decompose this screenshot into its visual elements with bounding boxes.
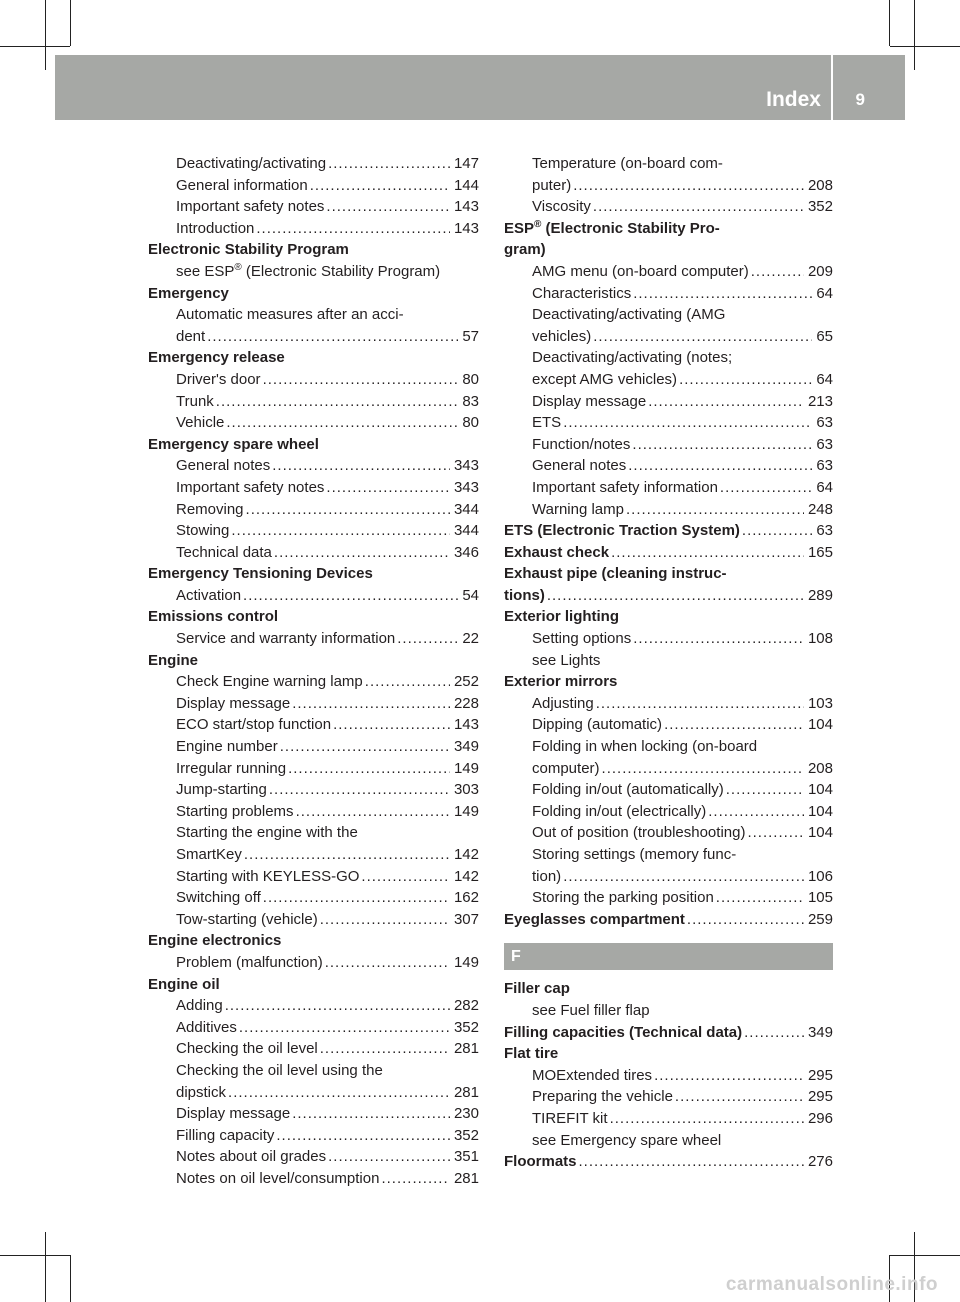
index-entry-main[interactable]: ETS (Electronic Traction System) ..... 63	[504, 520, 833, 542]
index-entry[interactable]: Notes on oil level/consumption ..... 281	[148, 1168, 479, 1190]
index-entry[interactable]: Notes about oil grades ..... 351	[148, 1146, 479, 1168]
index-entry-line[interactable]: Deactivating/activating (notes;	[532, 349, 733, 367]
index-entry[interactable]: Adding ..... 282	[148, 995, 479, 1017]
index-entry[interactable]: Stowing ..... 344	[148, 520, 479, 542]
index-entry[interactable]: Switching off ..... 162	[148, 887, 479, 909]
index-entry-line[interactable]: Checking the oil level using the	[176, 1061, 383, 1079]
index-entry[interactable]: Trunk ..... 83	[148, 391, 479, 413]
index-entry-line[interactable]: Starting the engine with the	[176, 824, 358, 842]
index-entry[interactable]: Starting with KEYLESS-GO ..... 142	[148, 866, 479, 888]
index-entry[interactable]: except AMG vehicles) ..... 64	[504, 369, 833, 391]
crop-mark	[890, 1255, 960, 1256]
index-entry[interactable]: Function/notes ..... 63	[504, 434, 833, 456]
index-entry[interactable]: Additives ..... 352	[148, 1017, 479, 1039]
crop-mark	[45, 1232, 46, 1302]
index-entry[interactable]: Display message ..... 213	[504, 391, 833, 413]
index-entry[interactable]: General information ..... 144	[148, 175, 479, 197]
index-heading: Engine oil	[148, 975, 220, 993]
index-entry[interactable]: Irregular running ..... 149	[148, 758, 479, 780]
index-entry[interactable]: AMG menu (on-board computer) ..... 209	[504, 261, 833, 283]
index-entry[interactable]: Activation ..... 54	[148, 585, 479, 607]
index-heading: Filler cap	[504, 980, 570, 998]
section-letter-bar: F	[504, 943, 833, 970]
index-entry[interactable]: Display message ..... 228	[148, 693, 479, 715]
index-entry[interactable]: Warning lamp ..... 248	[504, 499, 833, 521]
header-divider	[831, 55, 833, 120]
index-see-reference[interactable]: see Emergency spare wheel	[532, 1131, 722, 1149]
crop-mark	[45, 0, 46, 70]
index-heading: Emergency	[148, 284, 229, 302]
index-entry[interactable]: Storing the parking position ..... 105	[504, 887, 833, 909]
index-entry[interactable]: Folding in/out (automatically) ..... 104	[504, 779, 833, 801]
index-entry[interactable]: Tow-starting (vehicle) ..... 307	[148, 909, 479, 931]
index-entry-line[interactable]: Automatic measures after an acci-	[176, 306, 404, 324]
index-entry[interactable]: Jump-starting ..... 303	[148, 779, 479, 801]
index-entry-main[interactable]: Eyeglasses compartment ..... 259	[504, 909, 833, 931]
index-entry-main[interactable]: Floormats ..... 276	[504, 1151, 833, 1173]
index-entry[interactable]: SmartKey ..... 142	[148, 844, 479, 866]
index-heading-line: gram)	[504, 241, 546, 259]
index-see-reference[interactable]: see Lights	[532, 651, 601, 669]
index-entry[interactable]: Starting problems ..... 149	[148, 801, 479, 823]
index-entry[interactable]: Preparing the vehicle ..... 295	[504, 1086, 833, 1108]
crop-mark	[0, 46, 70, 47]
index-column-right	[504, 153, 833, 1173]
index-heading: Exhaust pipe (cleaning instruc-	[504, 565, 727, 583]
index-entry-main[interactable]: Filling capacities (Technical data) ..... 349	[504, 1022, 833, 1044]
index-entry[interactable]: Important safety notes ..... 143	[148, 196, 479, 218]
index-entry-main[interactable]: Exhaust check ..... 165	[504, 542, 833, 564]
crop-mark	[70, 1255, 71, 1302]
page-title: Index	[766, 88, 821, 111]
index-entry[interactable]: dipstick ..... 281	[148, 1082, 479, 1104]
page-header	[55, 55, 905, 120]
crop-mark	[889, 0, 890, 46]
index-entry[interactable]: TIREFIT kit ..... 296	[504, 1108, 833, 1130]
index-column-left	[148, 153, 479, 1190]
watermark: carmanualsonline.info	[725, 1274, 938, 1295]
index-entry[interactable]: Important safety notes ..... 343	[148, 477, 479, 499]
index-entry[interactable]: Problem (malfunction) ..... 149	[148, 952, 479, 974]
index-entry-line[interactable]: Temperature (on-board com-	[532, 155, 723, 172]
index-heading: Exterior lighting	[504, 608, 620, 626]
index-entry[interactable]: Vehicle ..... 80	[148, 412, 479, 434]
index-heading: Engine electronics	[148, 932, 282, 950]
crop-mark	[0, 1255, 70, 1256]
index-entry[interactable]: dent ..... 57	[148, 326, 479, 348]
index-heading: Emergency spare wheel	[148, 435, 319, 453]
index-entry[interactable]: Setting options ..... 108	[504, 628, 833, 650]
index-entry[interactable]: vehicles) ..... 65	[504, 326, 833, 348]
index-entry-line[interactable]: Storing settings (memory func-	[532, 846, 737, 863]
index-entry-line[interactable]: Deactivating/activating (AMG	[532, 306, 726, 324]
index-entry[interactable]: Introduction ..... 143	[148, 218, 479, 240]
index-entry[interactable]: Service and warranty information ..... 22	[148, 628, 479, 650]
index-see-reference[interactable]: see ESP® (Electronic Stability Program)	[176, 261, 441, 280]
index-entry[interactable]: puter) ..... 208	[504, 175, 833, 197]
index-entry[interactable]: tion) ..... 106	[504, 866, 833, 888]
index-entry[interactable]: General notes ..... 63	[504, 455, 833, 477]
index-heading: Emergency release	[148, 349, 285, 367]
index-entry[interactable]: General notes ..... 343	[148, 455, 479, 477]
crop-mark	[70, 0, 71, 46]
crop-mark	[914, 0, 915, 70]
index-heading: Flat tire	[504, 1045, 559, 1063]
index-entry[interactable]: computer) ..... 208	[504, 758, 833, 780]
index-entry[interactable]: Important safety information ..... 64	[504, 477, 833, 499]
index-entry[interactable]: Engine number ..... 349	[148, 736, 479, 758]
index-entry[interactable]: Out of position (troubleshooting) ..... 104	[504, 822, 833, 844]
crop-mark	[890, 46, 960, 47]
index-entry[interactable]: Deactivating/activating ..... 147	[148, 153, 479, 175]
index-entry[interactable]: Viscosity ..... 352	[504, 196, 833, 218]
page-number: 9	[855, 90, 865, 109]
index-entry-line[interactable]: Folding in when locking (on-board	[532, 738, 758, 756]
index-entry[interactable]: ETS ..... 63	[504, 412, 833, 434]
index-heading: ESP® (Electronic Stability Pro-	[504, 218, 720, 237]
index-entry[interactable]: Dipping (automatic) ..... 104	[504, 714, 833, 736]
index-entry[interactable]: Removing ..... 344	[148, 499, 479, 521]
index-entry[interactable]: Technical data ..... 346	[148, 542, 479, 564]
index-heading: Exterior mirrors	[504, 673, 618, 691]
index-entry[interactable]: ECO start/stop function ..... 143	[148, 714, 479, 736]
index-see-reference[interactable]: see Fuel filler flap	[532, 1001, 650, 1019]
index-entry[interactable]: Driver's door ..... 80	[148, 369, 479, 391]
index-entry[interactable]: MOExtended tires ..... 295	[504, 1065, 833, 1087]
index-entry[interactable]: Adjusting ..... 103	[504, 693, 833, 715]
index-entry[interactable]: Checking the oil level ..... 281	[148, 1038, 479, 1060]
index-heading: Electronic Stability Program	[148, 241, 349, 259]
index-entry[interactable]: Characteristics ..... 64	[504, 283, 833, 305]
index-entry[interactable]: Display message ..... 230	[148, 1103, 479, 1125]
index-heading: Emergency Tensioning Devices	[148, 565, 373, 583]
index-entry[interactable]: Folding in/out (electrically) ..... 104	[504, 801, 833, 823]
index-entry[interactable]: Check Engine warning lamp ..... 252	[148, 671, 479, 693]
index-entry-main[interactable]: tions) ..... 289	[504, 585, 833, 607]
index-heading: Engine	[148, 651, 199, 669]
index-entry[interactable]: Filling capacity ..... 352	[148, 1125, 479, 1147]
index-heading: Emissions control	[148, 608, 279, 626]
